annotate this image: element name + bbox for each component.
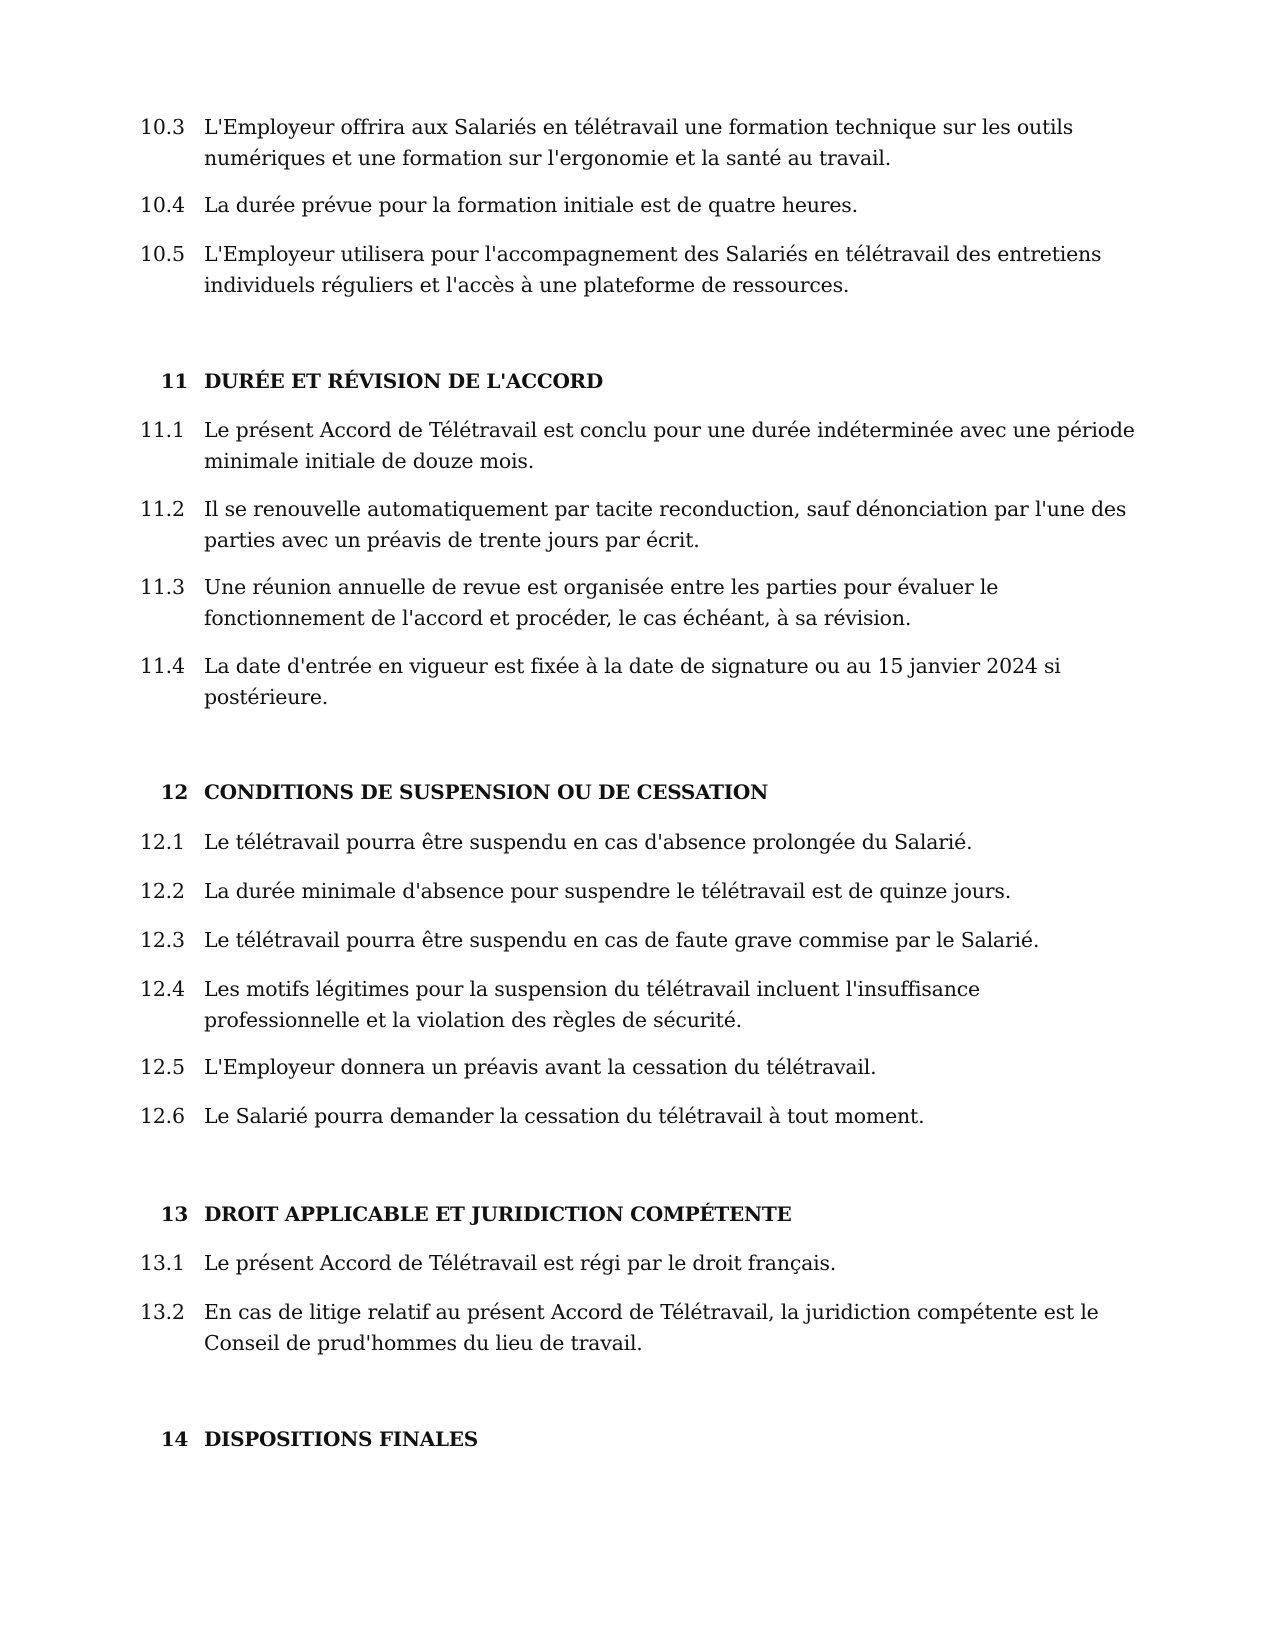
clause-text: La durée prévue pour la formation initiale est de quatre heures. [204, 193, 858, 217]
clause-text: Le présent Accord de Télétravail est conclu pour une durée indéterminée avec une période minimale initiale de douze mois. [204, 418, 1135, 473]
clause-12-5 [140, 1052, 1140, 1083]
section-number: 13 [160, 1202, 188, 1226]
section-number: 11 [160, 369, 188, 393]
clause-text: En cas de litige relatif au présent Accord de Télétravail, la juridiction compétente est le Conseil de prud'hommes du lieu de travail. [204, 1300, 1099, 1355]
clause-number: 13.1 [140, 1251, 185, 1275]
clause-number: 10.4 [140, 193, 185, 217]
clause-text: La date d'entrée en vigueur est fixée à la date de signature ou au 15 janvier 2024 si postérieure. [204, 654, 1061, 709]
clause-text: Le Salarié pourra demander la cessation du télétravail à tout moment. [204, 1104, 925, 1128]
section-heading-11 [140, 366, 1140, 396]
clause-text: Il se renouvelle automatiquement par tacite reconduction, sauf dénonciation par l'une des parties avec un préavis de trente jours par écrit. [204, 497, 1127, 552]
clause-number: 11.1 [140, 418, 185, 442]
clause-number: 13.2 [140, 1300, 185, 1324]
clause-number: 11.2 [140, 497, 185, 521]
clause-12-6 [140, 1101, 1140, 1132]
clause-11-1 [140, 415, 1140, 477]
clause-text: L'Employeur utilisera pour l'accompagnement des Salariés en télétravail des entretiens individuels réguliers et l'accès à une plateforme de ressources. [204, 242, 1102, 297]
clause-text: Le présent Accord de Télétravail est régi par le droit français. [204, 1251, 837, 1275]
clause-text: Une réunion annuelle de revue est organisée entre les parties pour évaluer le fonctionnement de l'accord et procéder, le cas échéant, à sa révision. [204, 575, 999, 630]
clause-number: 12.2 [140, 879, 185, 903]
clause-number: 12.3 [140, 928, 185, 952]
clause-13-2 [140, 1297, 1140, 1359]
clause-text: Le télétravail pourra être suspendu en cas d'absence prolongée du Salarié. [204, 830, 973, 854]
clause-10-4 [140, 190, 1140, 221]
clause-number: 11.4 [140, 654, 185, 678]
clause-11-3 [140, 572, 1140, 634]
clause-text: L'Employeur donnera un préavis avant la cessation du télétravail. [204, 1055, 877, 1079]
clause-text: Les motifs légitimes pour la suspension du télétravail incluent l'insuffisance professionnelle et la violation des règles de sécurité. [204, 977, 980, 1032]
clause-13-1 [140, 1248, 1140, 1279]
clause-12-1 [140, 827, 1140, 858]
clause-12-2 [140, 876, 1140, 907]
section-heading-13 [140, 1199, 1140, 1229]
section-title: DISPOSITIONS FINALES [204, 1427, 478, 1451]
section-heading-14 [140, 1424, 1140, 1454]
section-title: CONDITIONS DE SUSPENSION OU DE CESSATION [204, 780, 768, 804]
clause-11-2 [140, 494, 1140, 556]
clause-12-4 [140, 974, 1140, 1036]
clause-12-3 [140, 925, 1140, 956]
clause-10-5 [140, 239, 1140, 301]
section-title: DURÉE ET RÉVISION DE L'ACCORD [204, 369, 603, 393]
clause-11-4 [140, 651, 1140, 713]
clause-text: La durée minimale d'absence pour suspendre le télétravail est de quinze jours. [204, 879, 1012, 903]
section-title: DROIT APPLICABLE ET JURIDICTION COMPÉTENTE [204, 1202, 792, 1226]
clause-text: L'Employeur offrira aux Salariés en télétravail une formation technique sur les outils numériques et une formation sur l'ergonomie et la santé au travail. [204, 115, 1074, 170]
clause-10-3 [140, 112, 1140, 174]
section-number: 14 [160, 1427, 188, 1451]
section-heading-12 [140, 777, 1140, 807]
clause-number: 12.1 [140, 830, 185, 854]
clause-number: 10.3 [140, 115, 185, 139]
clause-number: 10.5 [140, 242, 185, 266]
clause-number: 12.6 [140, 1104, 185, 1128]
clause-number: 12.5 [140, 1055, 185, 1079]
section-number: 12 [160, 780, 188, 804]
clause-number: 11.3 [140, 575, 185, 599]
clause-text: Le télétravail pourra être suspendu en cas de faute grave commise par le Salarié. [204, 928, 1040, 952]
clause-number: 12.4 [140, 977, 185, 1001]
